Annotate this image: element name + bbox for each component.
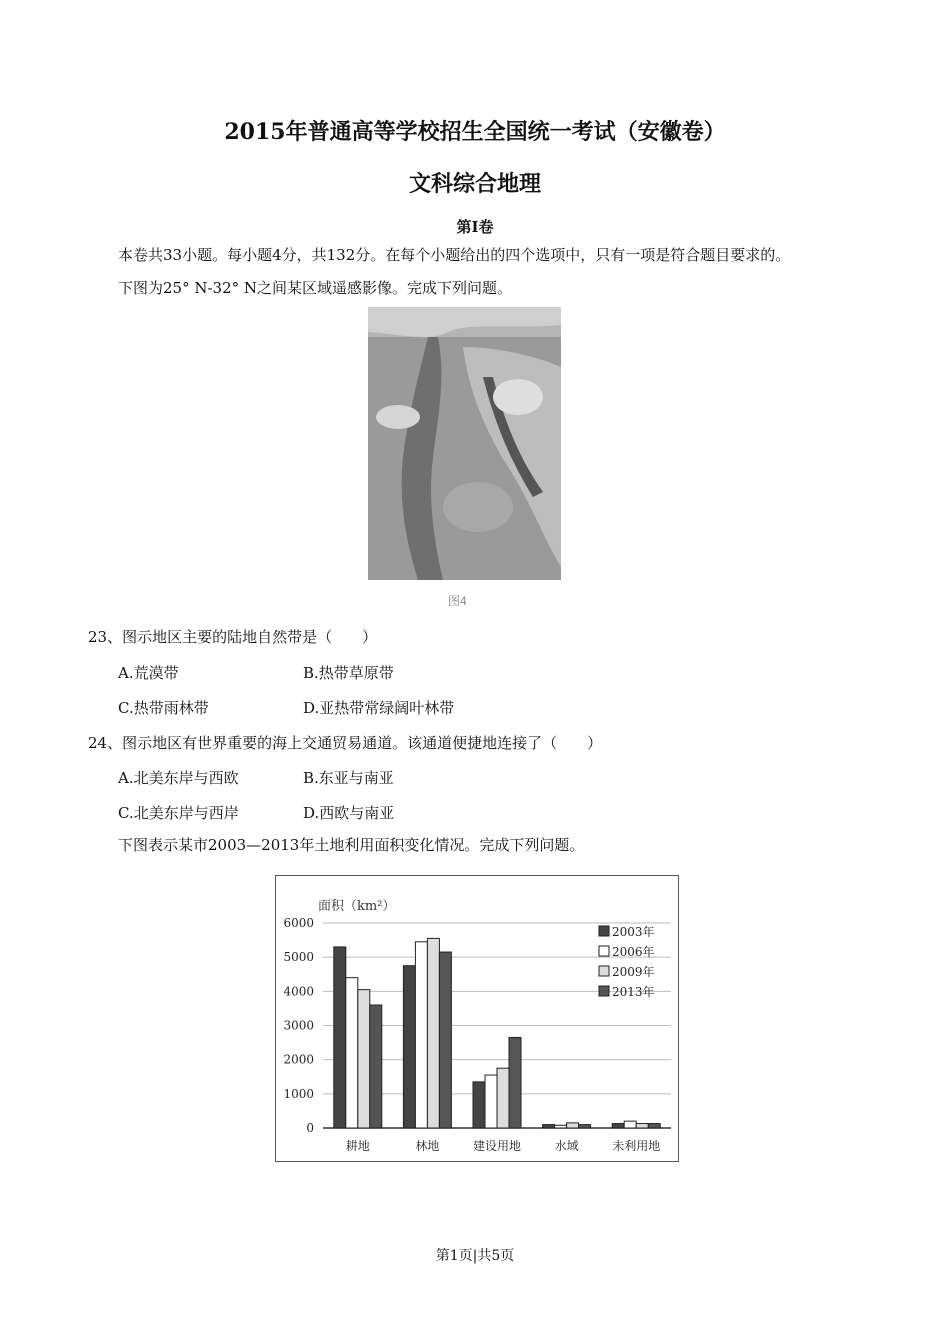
x-tick-label: 水域	[554, 1139, 579, 1153]
question-24-stem: 24、图示地区有世界重要的海上交通贸易通道。该通道便捷地连接了（ ）	[88, 734, 603, 752]
q24-option-d: D.西欧与南亚	[303, 804, 395, 822]
lead-text-1: 下图为25° N-32° N之间某区域遥感影像。完成下列问题。	[118, 279, 513, 297]
q24-option-a: A.北美东岸与西欧	[118, 769, 239, 787]
bar-2003年	[543, 1125, 555, 1128]
legend-swatch	[599, 926, 609, 936]
bar-2003年	[403, 966, 415, 1128]
x-tick-label: 林地	[415, 1139, 440, 1153]
y-tick-label: 4000	[283, 984, 314, 999]
q24-option-c: C.北美东岸与西岸	[118, 804, 239, 822]
bar-2003年	[473, 1082, 485, 1128]
legend-swatch	[599, 966, 609, 976]
bar-2006年	[555, 1125, 567, 1128]
legend-label: 2003年	[612, 925, 655, 939]
y-tick-label: 1000	[283, 1086, 314, 1101]
bar-2003年	[334, 947, 346, 1128]
bar-2006年	[346, 978, 358, 1128]
x-tick-label: 建设用地	[472, 1139, 522, 1153]
land-use-chart	[275, 875, 679, 1162]
bar-2013年	[648, 1124, 660, 1128]
page-footer: 第1页|共5页	[435, 1248, 515, 1264]
intro-text: 本卷共33小题。每小题4分，共132分。在每个小题给出的四个选项中，只有一项是符合题目要求的。	[118, 246, 791, 264]
figure-caption: 图4	[448, 594, 467, 608]
bar-2006年	[624, 1121, 636, 1128]
bar-2013年	[509, 1037, 521, 1128]
bar-2009年	[427, 938, 439, 1128]
lead-text-2: 下图表示某市2003—2013年土地利用面积变化情况。完成下列问题。	[118, 836, 585, 854]
exam-subtitle: 文科综合地理	[408, 171, 541, 197]
x-tick-label: 未利用地	[612, 1139, 661, 1153]
chart-svg	[276, 876, 680, 1163]
x-tick-label: 耕地	[345, 1139, 370, 1153]
legend-swatch	[599, 986, 609, 996]
bar-2013年	[439, 952, 451, 1128]
legend-label: 2013年	[612, 985, 655, 999]
q23-option-d: D.亚热带常绿阔叶林带	[303, 699, 455, 717]
q23-option-a: A.荒漠带	[118, 664, 179, 682]
section-heading: 第Ⅰ卷	[456, 218, 494, 236]
satellite-image	[368, 307, 561, 580]
bar-2013年	[579, 1125, 591, 1128]
q23-option-b: B.热带草原带	[303, 664, 394, 682]
q23-option-c: C.热带雨林带	[118, 699, 209, 717]
bar-2003年	[612, 1124, 624, 1128]
bar-2009年	[497, 1068, 509, 1128]
y-tick-label: 5000	[283, 950, 314, 965]
y-tick-label: 3000	[283, 1018, 314, 1033]
bar-2009年	[636, 1124, 648, 1128]
legend-label: 2006年	[612, 945, 655, 959]
legend-label: 2009年	[612, 965, 655, 979]
bar-2009年	[567, 1123, 579, 1128]
y-tick-label: 2000	[283, 1052, 314, 1067]
bar-2009年	[358, 990, 370, 1128]
y-axis-label: 面积（km²）	[318, 899, 396, 914]
legend-swatch	[599, 946, 609, 956]
y-tick-label: 6000	[283, 916, 314, 930]
question-23-stem: 23、图示地区主要的陆地自然带是（ ）	[88, 628, 378, 646]
bar-2006年	[485, 1075, 497, 1128]
exam-title: 2015年普通高等学校招生全国统一考试（安徽卷）	[224, 119, 726, 145]
bar-2006年	[415, 942, 427, 1128]
bar-2013年	[370, 1005, 382, 1128]
y-tick-label: 0	[306, 1121, 314, 1135]
q24-option-b: B.东亚与南亚	[303, 769, 394, 787]
